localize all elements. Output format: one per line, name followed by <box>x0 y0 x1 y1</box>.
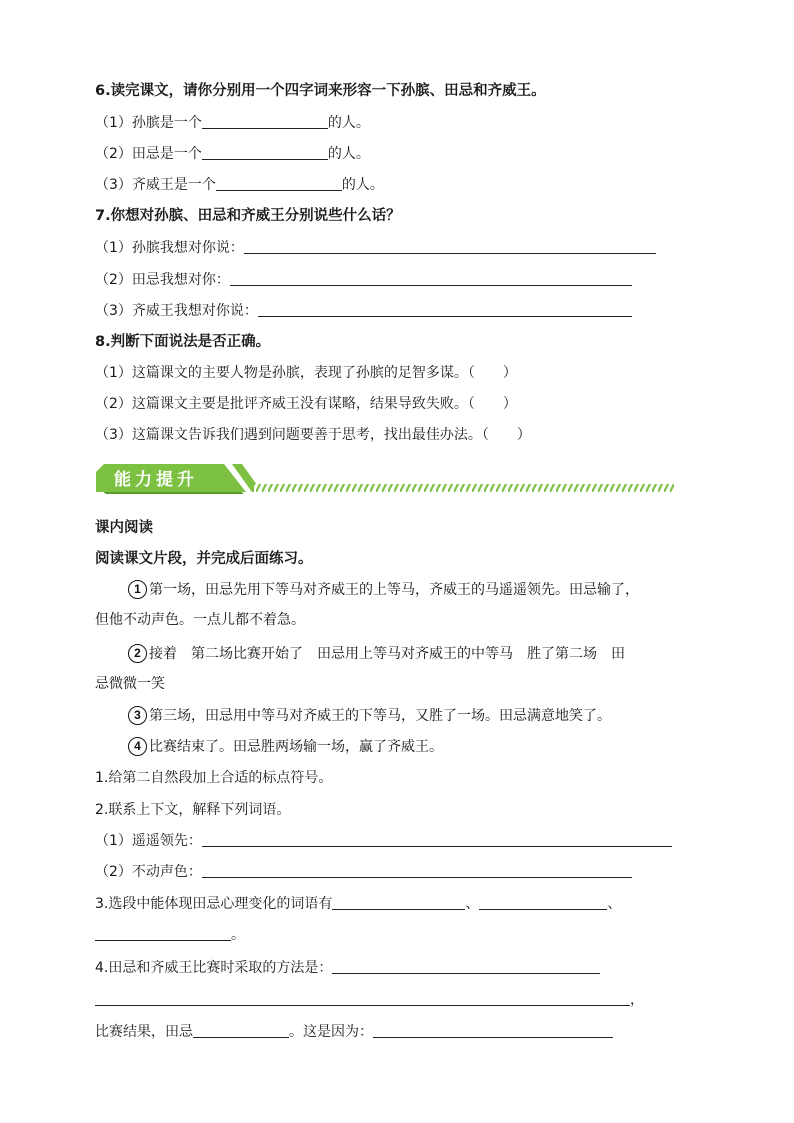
reading-paragraph-2-cont: 忌微微一笑 <box>95 676 165 692</box>
reading-instruction: 阅读课文片段，并完成后面练习。 <box>95 551 313 567</box>
banner-title: 能力提升 <box>114 470 198 490</box>
paragraph-number-marker: 4 <box>128 737 147 756</box>
reading-question-3 <box>95 892 621 916</box>
reading-question-1: 1.给第二自然段加上合适的标点符号。 <box>95 770 333 786</box>
item-suffix: 的人。 <box>341 177 384 193</box>
question-7-item-2 <box>95 268 632 292</box>
question-6-item-2 <box>95 142 370 166</box>
item-suffix: 的人。 <box>327 115 370 131</box>
question-text: 4.田忌和齐威王比赛时采取的方法是： <box>95 960 333 976</box>
reading-question-2-item-1 <box>95 829 672 853</box>
reading-question-2-item-2 <box>95 860 632 884</box>
item-prefix: （2）田忌我想对你： <box>95 272 230 288</box>
reading-question-4-line-2 <box>95 988 644 1012</box>
answer-blank[interactable] <box>95 924 231 941</box>
item-prefix: （2）不动声色： <box>95 864 202 880</box>
result-prefix: 比赛结果，田忌 <box>95 1024 193 1040</box>
paragraph-text: 第三场，田忌用中等马对齐威王的下等马，又胜了一场。田忌满意地笑了。 <box>149 708 611 724</box>
reading-paragraph-1 <box>128 578 639 602</box>
question-7-item-1 <box>95 236 656 260</box>
banner-hatched-rule <box>254 484 674 492</box>
banner-graphic <box>94 462 678 496</box>
item-prefix: （3）齐威王我想对你说： <box>95 303 258 319</box>
paragraph-number-marker: 2 <box>128 644 147 663</box>
answer-blank[interactable] <box>244 237 656 254</box>
paragraph-text: 比赛结束了。田忌胜两场输一场，赢了齐威王。 <box>149 739 443 755</box>
comma: ， <box>630 992 644 1008</box>
answer-blank[interactable] <box>230 269 632 286</box>
question-7-title: 7.你想对孙膑、田忌和齐威王分别说些什么话？ <box>95 208 401 224</box>
answer-blank[interactable] <box>202 861 632 878</box>
result-mid: 。这是因为： <box>289 1024 373 1040</box>
reading-heading: 课内阅读 <box>95 520 153 536</box>
reading-question-3-cont <box>95 923 245 947</box>
question-7-item-3 <box>95 299 632 323</box>
section-banner <box>94 462 678 496</box>
question-8-item-2: （2）这篇课文主要是批评齐威王没有谋略，结果导致失败。（ ） <box>95 396 517 412</box>
answer-blank[interactable] <box>479 893 607 910</box>
separator: 、 <box>465 896 480 912</box>
item-prefix: （1）孙膑我想对你说： <box>95 240 244 256</box>
item-prefix: （1）孙膑是一个 <box>95 115 202 131</box>
paragraph-number-marker: 1 <box>128 580 147 599</box>
reading-paragraph-3 <box>128 704 611 728</box>
question-6-item-1 <box>95 111 370 135</box>
item-prefix: （1）遥遥领先： <box>95 833 202 849</box>
item-prefix: （2）田忌是一个 <box>95 146 202 162</box>
reading-question-2-title: 2.联系上下文，解释下列词语。 <box>95 802 291 818</box>
question-end: 。 <box>231 927 245 943</box>
answer-blank[interactable] <box>332 957 600 974</box>
answer-blank[interactable] <box>332 893 465 910</box>
paragraph-text: 接着 第二场比赛开始了 田忌用上等马对齐威王的中等马 胜了第二场 田 <box>149 646 625 662</box>
paragraph-text: 第一场，田忌先用下等马对齐威王的上等马，齐威王的马遥遥领先。田忌输了， <box>149 582 639 598</box>
answer-blank[interactable] <box>258 300 632 317</box>
reading-question-4 <box>95 956 600 980</box>
question-8-item-1: （1）这篇课文的主要人物是孙膑，表现了孙膑的足智多谋。（ ） <box>95 365 517 381</box>
question-6-item-3 <box>95 173 384 197</box>
item-suffix: 的人。 <box>327 146 370 162</box>
question-8-title: 8.判断下面说法是否正确。 <box>95 334 271 350</box>
question-text: 3.选段中能体现田忌心理变化的词语有 <box>95 896 333 912</box>
question-8-item-3: （3）这篇课文告诉我们遇到问题要善于思考，找出最佳办法。（ ） <box>95 427 531 443</box>
answer-blank[interactable] <box>373 1021 613 1038</box>
reading-paragraph-2 <box>128 642 625 666</box>
answer-blank[interactable] <box>95 989 630 1006</box>
answer-blank[interactable] <box>202 112 328 129</box>
reading-paragraph-1-cont: 但他不动声色。一点儿都不着急。 <box>95 612 305 628</box>
item-prefix: （3）齐威王是一个 <box>95 177 216 193</box>
separator: 、 <box>607 896 622 912</box>
answer-blank[interactable] <box>202 830 672 847</box>
answer-blank[interactable] <box>202 143 328 160</box>
answer-blank[interactable] <box>216 174 342 191</box>
answer-blank[interactable] <box>193 1021 289 1038</box>
reading-question-4-line-3 <box>95 1020 613 1044</box>
question-6-title: 6.读完课文，请你分别用一个四字词来形容一下孙膑、田忌和齐威王。 <box>95 83 546 99</box>
paragraph-number-marker: 3 <box>128 706 147 725</box>
reading-paragraph-4 <box>128 735 443 759</box>
